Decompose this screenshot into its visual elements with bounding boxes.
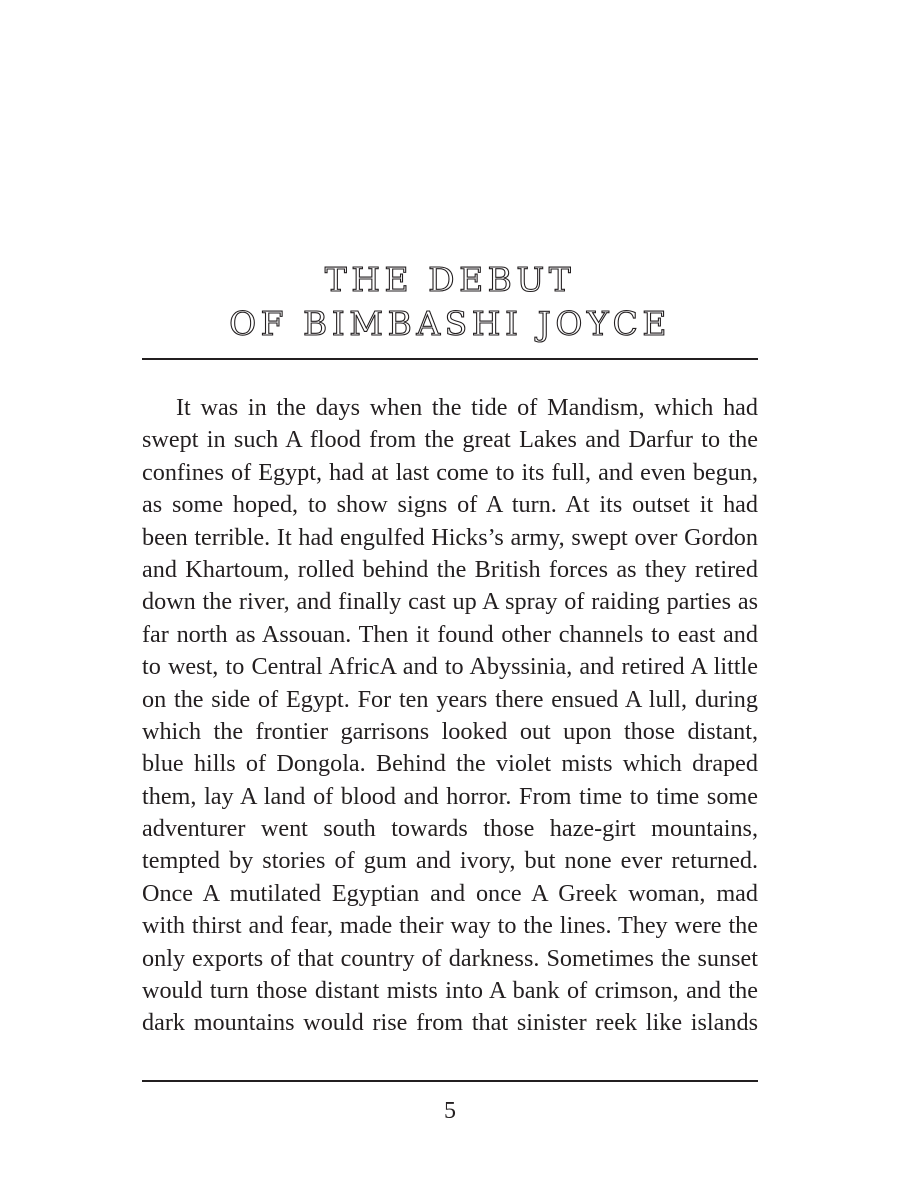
page-number: 5 [444,1098,456,1124]
chapter-title-line-1: THE DEBUT [324,260,576,299]
chapter-title-line-2: OF BIMBASHI JOYCE [229,304,671,343]
text-line: dark mountains would rise from that sinister reek like islands [142,1009,758,1037]
text-line: on the side of Egypt. For ten years there ensued A lull, during [142,685,758,713]
text-line: swept in such A flood from the great Lakes and Darfur to the [142,426,758,454]
text-line: confines of Egypt, had at last come to its full, and even begun, [142,458,758,486]
text-line: would turn those distant mists into A bank of crimson, and the [142,977,758,1005]
text-line: Once A mutilated Egyptian and once A Greek woman, mad [142,879,758,907]
text-line: adventurer went south towards those haze-girt mountains, [142,815,758,843]
title-divider-rule [142,358,758,360]
footer-divider-rule [142,1080,758,1082]
text-line: to west, to Central AfricA and to Abyssinia, and retired A little [142,653,758,681]
text-line: only exports of that country of darkness. Sometimes the sunset [142,944,758,972]
text-line: and Khartoum, rolled behind the British forces as they retired [142,555,758,583]
text-line: which the frontier garrisons looked out upon those distant, [142,717,758,745]
text-line: with thirst and fear, made their way to the lines. They were the [142,912,758,940]
text-line: far north as Assouan. Then it found other channels to east and [142,620,758,648]
text-line: down the river, and finally cast up A spray of raiding parties as [142,588,758,616]
text-line: as some hoped, to show signs of A turn. At its outset it had [142,491,758,519]
text-line: It was in the days when the tide of Mandism, which had [176,394,758,421]
text-line: blue hills of Dongola. Behind the violet mists which draped [142,750,758,778]
body-paragraph [142,392,758,1040]
text-line: tempted by stories of gum and ivory, but none ever returned. [142,847,758,875]
chapter-title [142,258,758,346]
text-line: them, lay A land of blood and horror. From time to time some [142,782,758,810]
text-line: been terrible. It had engulfed Hicks’s army, swept over Gordon [142,523,758,551]
